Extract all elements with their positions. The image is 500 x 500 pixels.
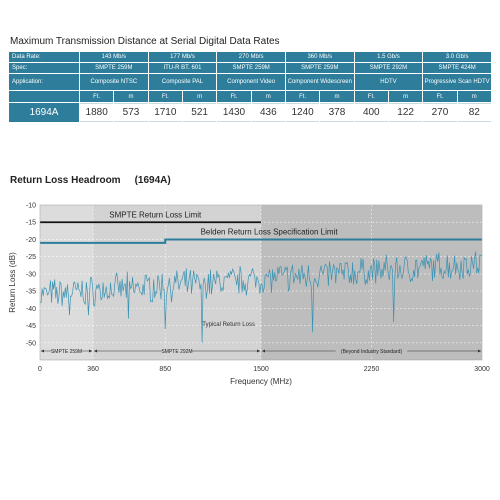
y-tick-label: -20 [25,236,36,244]
label-belden-limit: Belden Return Loss Specification Limit [200,227,338,237]
value-ft: 1240 [286,103,319,122]
unit-ft: Ft. [355,91,388,102]
x-tick-label: 0 [38,366,42,373]
unit-m: m [183,91,216,102]
data-rate-cell: 177 Mb/s [149,52,217,62]
data-rate-cell: 3.0 Gb/s [423,52,491,62]
x-axis-label: Frequency (MHz) [230,377,292,386]
chart-model: (1694A) [134,175,171,186]
x-tick-label: 3000 [474,366,490,373]
data-rate-row [9,52,491,62]
units-row [9,91,491,102]
region-label: (Beyond Industry Standard) [340,349,403,355]
spec-cell: SMPTE 292M [355,63,423,73]
unit-m: m [252,91,285,102]
x-tick-label: 1500 [253,366,269,373]
model-cell: 1694A [9,103,79,122]
y-axis-label: Return Loss (dB) [8,252,17,313]
spec-label: Spec: [9,63,79,73]
value-m: 378 [320,103,353,122]
unit-ft: Ft. [423,91,456,102]
y-tick-label: -15 [25,219,36,227]
application-label: Application: [9,74,79,90]
chart-title: Return Loss Headroom [10,175,121,186]
chart-heading [10,175,171,186]
unit-ft: Ft. [80,91,113,102]
application-cell: Component Video [217,74,285,90]
y-tick-label: -30 [25,271,36,279]
application-cell: HDTV [355,74,423,90]
distance-table [8,51,492,123]
data-rate-label: Data Rate: [9,52,79,62]
data-rate-cell: 360 Mb/s [286,52,354,62]
spec-cell: SMPTE 424M [423,63,491,73]
label-smpte-limit: SMPTE Return Loss Limit [109,210,202,220]
values-row [9,103,491,122]
x-tick-label: 850 [159,366,172,373]
data-rate-cell: 270 Mb/s [217,52,285,62]
y-tick-label: -25 [25,254,36,262]
unit-ft: Ft. [217,91,250,102]
y-tick-label: -50 [25,340,36,348]
application-cell: Composite NTSC [80,74,148,90]
region-label: SMPTE 292M [161,349,193,355]
y-tick-label: -45 [25,323,36,331]
data-rate-cell: 143 Mb/s [80,52,148,62]
x-tick-label: 360 [87,366,99,373]
value-ft: 1710 [149,103,182,122]
unit-m: m [458,91,491,102]
application-cell: Component Widescreen [286,74,354,90]
value-ft: 1880 [80,103,113,122]
unit-ft: Ft. [149,91,182,102]
value-m: 122 [389,103,422,122]
units-blank [9,91,79,102]
unit-m: m [389,91,422,102]
value-ft: 270 [423,103,456,122]
unit-m: m [320,91,353,102]
y-tick-label: -10 [25,202,36,210]
spec-row [9,63,491,73]
value-m: 573 [114,103,147,122]
x-tick-label: 2250 [363,366,380,373]
application-cell: Progressive Scan HDTV [423,74,491,90]
table-title: Maximum Transmission Distance at Serial Digital Data Rates [10,36,280,47]
spec-cell: ITU-R BT. 601 [149,63,217,73]
region-band [40,205,93,360]
value-ft: 400 [355,103,388,122]
application-row [9,74,491,90]
value-ft: 1430 [217,103,250,122]
label-typical-return-loss: Typical Return Loss [202,322,255,329]
value-m: 521 [183,103,216,122]
unit-ft: Ft. [286,91,319,102]
unit-m: m [114,91,147,102]
value-m: 82 [458,103,491,122]
spec-cell: SMPTE 259M [286,63,354,73]
spec-cell: SMPTE 259M [80,63,148,73]
data-rate-cell: 1.5 Gb/s [355,52,423,62]
application-cell: Composite PAL [149,74,217,90]
y-tick-label: -35 [25,288,36,296]
y-tick-label: -40 [25,305,36,313]
region-label: SMPTE 259M [50,349,83,355]
spec-cell: SMPTE 259M [217,63,285,73]
return-loss-chart [0,190,500,410]
value-m: 436 [252,103,285,122]
